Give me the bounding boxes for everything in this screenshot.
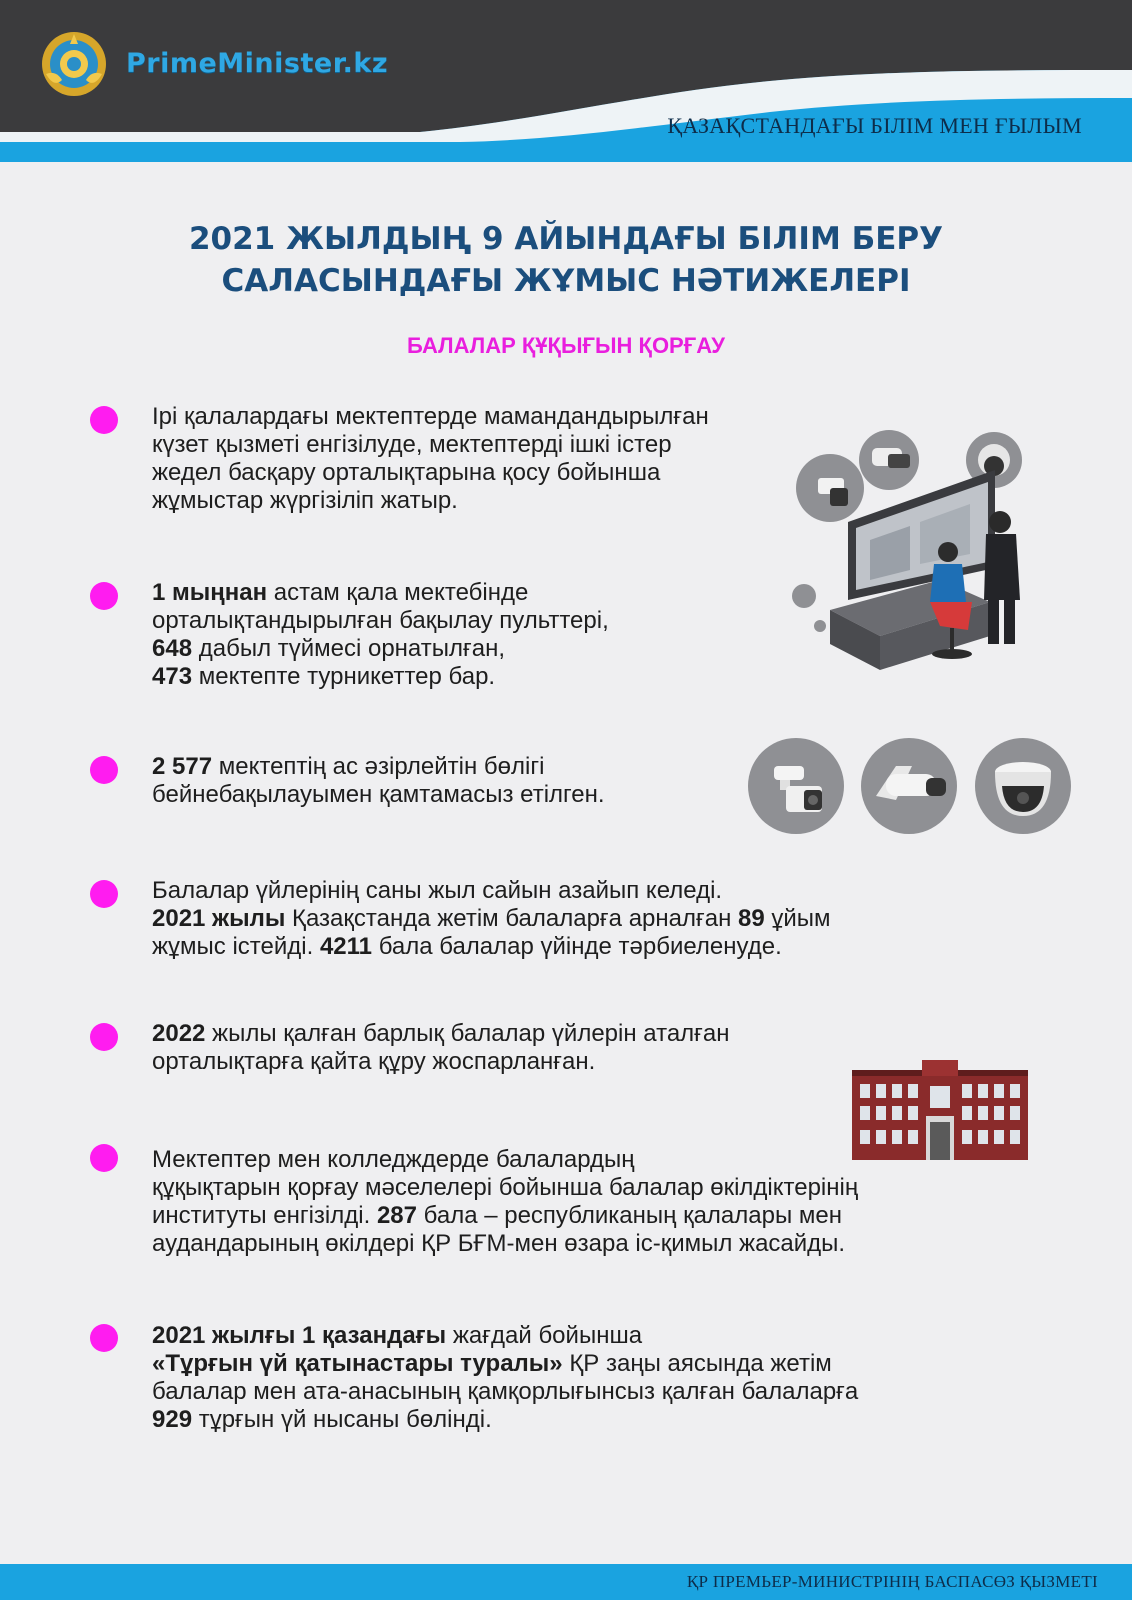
bullet-icon (90, 1023, 118, 1051)
bullet-icon (90, 756, 118, 784)
item-line: орталықтандырылған бақылау пульттері, (152, 607, 609, 634)
item-line: аудандарының өкілдері ҚР БҒМ-мен өзара іс-қимыл жасайды. (152, 1230, 846, 1257)
item-line (152, 663, 609, 691)
item-line (152, 933, 831, 961)
item-text (152, 403, 709, 515)
item-line-text: тұрғын үй нысаны бөлінді. (192, 1406, 492, 1433)
item-line (152, 579, 609, 607)
item-text (152, 1020, 730, 1076)
security-operator-icon (790, 430, 1050, 690)
item-line: Мектептер мен колледждерде балалардың (152, 1146, 635, 1173)
bullet-icon (90, 582, 118, 610)
item-line: бейнебақылауымен қамтамасыз етілген. (152, 781, 605, 808)
highlight: 648 (152, 635, 193, 662)
item-line-text: жұмыс істейді. (152, 933, 320, 960)
item-text (152, 579, 609, 691)
highlight: «Тұрғын үй қатынастары туралы» (152, 1350, 563, 1377)
item-line-text: астам қала мектебінде (267, 579, 529, 606)
highlight: 2022 (152, 1020, 206, 1047)
item-line-text: ҚР заңы аясында жетім (562, 1350, 832, 1377)
bullet-icon (90, 1144, 118, 1172)
highlight: 1 мыңнан (152, 579, 268, 606)
school-building-icon (852, 1060, 1028, 1160)
item-line (152, 905, 831, 933)
kazakhstan-emblem-icon (40, 30, 108, 98)
item-line-text: бала – республиканың қалалары мен (416, 1202, 842, 1229)
item-line (152, 753, 605, 781)
footer (0, 1564, 1132, 1600)
item-line-text: ұйым (764, 905, 831, 932)
item-line-text: институты енгізілді. (152, 1202, 377, 1229)
page-title-line-2: САЛАСЫНДАҒЫ ЖҰМЫС НӘТИЖЕЛЕРІ (221, 263, 911, 299)
page-subtitle: БАЛАЛАР ҚҰҚЫҒЫН ҚОРҒАУ (407, 333, 725, 358)
item-line (152, 635, 609, 663)
bullet-icon (90, 1324, 118, 1352)
item-line (152, 1202, 858, 1230)
highlight: 2 577 (152, 753, 213, 780)
highlight: 4211 (319, 933, 373, 960)
item-line: құқықтарын қорғау мәселелері бойынша балалар өкілдіктерінің (152, 1174, 859, 1201)
item-line: жедел басқару орталықтарына қосу бойынша (152, 459, 661, 486)
header (0, 0, 1132, 162)
highlight: 287 (376, 1202, 417, 1229)
item-line-text: мектепте турникеттер бар. (192, 663, 496, 690)
item-line-text: Қазақстанда жетім балаларға арналған (285, 905, 739, 932)
highlight: 929 (152, 1406, 193, 1433)
item-text (152, 877, 831, 961)
item-text (152, 753, 605, 809)
item-line (152, 1350, 858, 1378)
item-line: күзет қызметі енгізілуде, мектептерді ішкі істер (152, 431, 672, 458)
item-text (152, 1146, 858, 1258)
section-title: ҚАЗАҚСТАНДАҒЫ БІЛІМ МЕН ҒЫЛЫМ (667, 113, 1082, 138)
page-title (60, 218, 1072, 302)
brand-logo-text[interactable]: PrimeMinister.kz (126, 48, 389, 79)
item-line: жұмыстар жүргізіліп жатыр. (152, 487, 458, 514)
item-line-text: жылы қалған барлық балалар үйлерін аталған (205, 1020, 730, 1047)
cctv-camera-icon (746, 736, 1072, 836)
highlight: 2021 жылғы 1 қазандағы (152, 1322, 447, 1349)
highlight: 2021 жылы (152, 905, 286, 932)
bullet-icon (90, 880, 118, 908)
item-line-text: мектептің ас әзірлейтін бөлігі (212, 753, 545, 780)
item-line: балалар мен ата-анасының қамқорлығынсыз қалған балаларға (152, 1378, 859, 1405)
item-line: Ірі қалалардағы мектептерде мамандандырылған (152, 403, 709, 430)
highlight: 89 (738, 905, 765, 932)
item-line: орталықтарға қайта құру жоспарланған. (152, 1048, 596, 1075)
highlight: 473 (152, 663, 193, 690)
item-line (152, 1020, 730, 1048)
page-title-line-1: 2021 ЖЫЛДЫҢ 9 АЙЫНДАҒЫ БІЛІМ БЕРУ (188, 221, 944, 257)
item-line-text: жағдай бойынша (446, 1322, 643, 1349)
item-line (152, 1406, 858, 1434)
item-line-text: бала балалар үйінде тәрбиеленуде. (372, 933, 782, 960)
bullet-icon (90, 406, 118, 434)
item-line: Балалар үйлерінің саны жыл сайын азайып келеді. (152, 877, 723, 904)
item-line-text: дабыл түймесі орнатылған, (192, 635, 506, 662)
footer-text: ҚР ПРЕМЬЕР-МИНИСТРІНІҢ БАСПАСӨЗ ҚЫЗМЕТІ (686, 1572, 1098, 1591)
item-text (152, 1322, 858, 1434)
item-line (152, 1322, 858, 1350)
